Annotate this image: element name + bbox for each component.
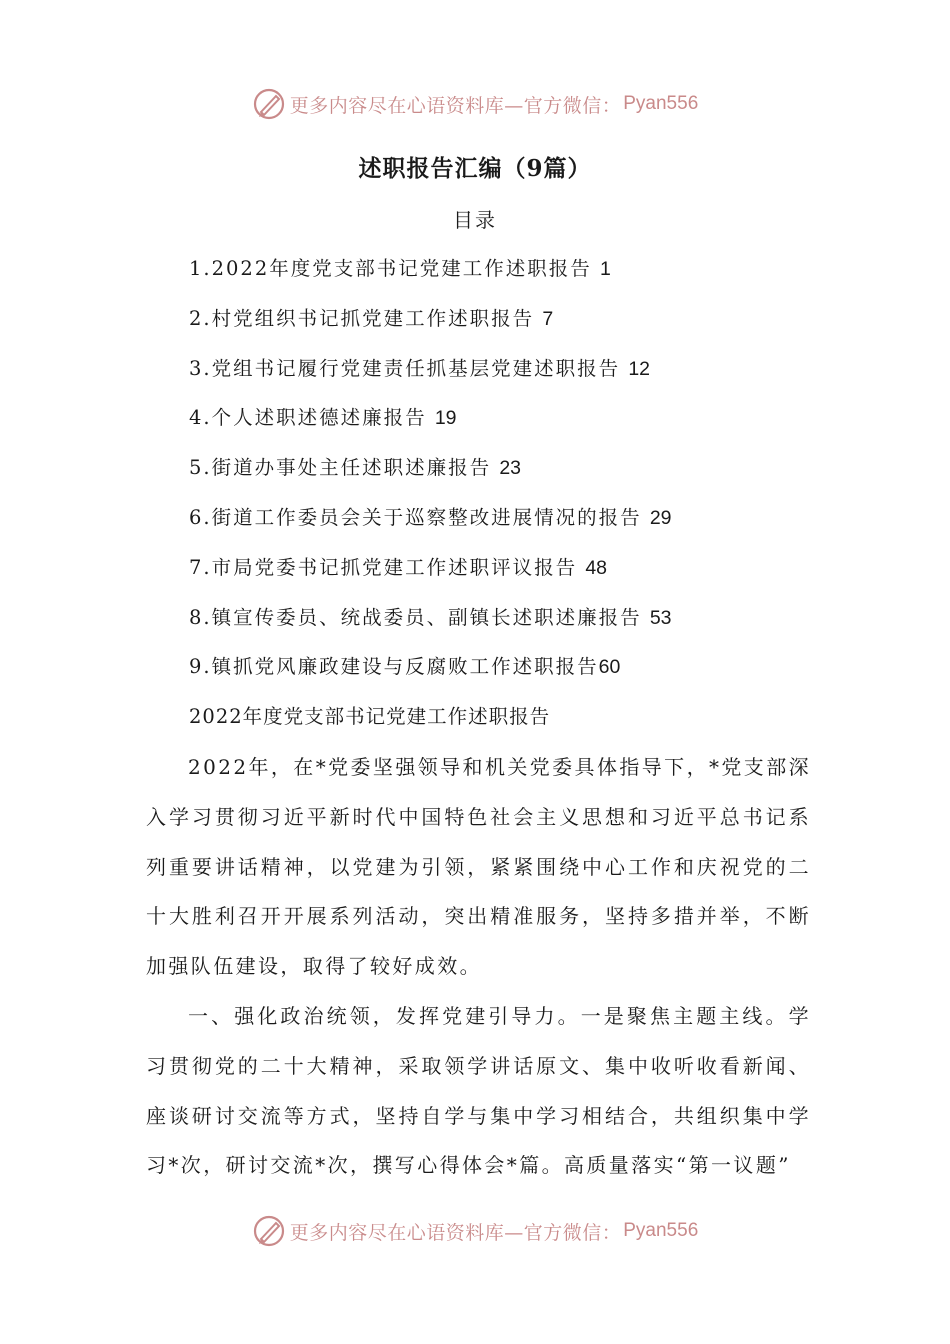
watermark-footer [0,1211,950,1251]
toc-item [189,399,672,449]
watermark-wechat-id: Pyan556 [623,1220,699,1241]
toc-item [189,648,672,698]
pen-logo-icon [252,1214,286,1248]
toc-item [189,300,672,350]
document-title: 述职报告汇编（9篇） [358,155,592,182]
toc-item-label: 4.个人述职述德述廉报告 [189,406,427,430]
toc-item [189,599,672,649]
watermark-text: 更多内容尽在心语资料库—官方微信： [289,94,622,117]
watermark-text: 更多内容尽在心语资料库—官方微信： [289,1221,622,1244]
toc-item [189,449,672,499]
watermark-wechat-id: Pyan556 [623,93,699,114]
toc-item-page: 23 [499,457,522,480]
toc-item-page: 29 [649,506,672,529]
body-paragraph: 一、强化政治统领，发挥党建引导力。一是聚焦主题主线。学习贯彻党的二十大精神，采取领学讲话原文、集中收听收看新闻、座谈研讨交流等方式，坚持自学与集中学习相结合，共组织集中学习*次，研讨交流*次，撰写心得体会*篇。高质量落实“第一议题” [146,1004,811,1178]
toc-item-label: 7.市局党委书记抓党建工作述职评议报告 [189,555,578,579]
toc-item [189,250,672,300]
toc-item [189,350,672,400]
toc-heading: 目录 [453,208,497,232]
toc-item-page: 53 [649,606,672,629]
toc-item-page: 12 [628,357,651,380]
toc-item-label: 2.村党组织书记抓党建工作述职报告 [189,306,535,330]
toc-item-label: 6.街道工作委员会关于巡察整改进展情况的报告 [189,505,642,529]
table-of-contents [189,250,672,698]
toc-item-page: 48 [585,556,608,579]
toc-item-label: 9.镇抓党风廉政建设与反腐败工作述职报告 [189,655,599,679]
watermark-header [0,84,950,124]
toc-item [189,499,672,549]
toc-item-page: 60 [598,656,621,679]
toc-item-page: 7 [542,307,554,330]
toc-item-label: 3.党组书记履行党建责任抓基层党建述职报告 [189,356,621,380]
toc-item-page: 19 [434,407,457,430]
toc-item-label: 1.2022年度党支部书记党建工作述职报告 [189,257,592,280]
toc-item-label: 8.镇宣传委员、统战委员、副镇长述职述廉报告 [189,605,642,629]
toc-item-label: 5.街道办事处主任述职述廉报告 [189,456,492,480]
body-paragraph: 2022年，在*党委坚强领导和机关党委具体指导下，*党支部深入学习贯彻习近平新时代中国特色社会主义思想和习近平总书记系列重要讲话精神，以党建为引领，紧紧围绕中心工作和庆祝党的二十大胜利召开开展系列活动，突出精准服务，坚持多措并举，不断加强队伍建设，取得了较好成效。 [146,755,811,979]
toc-item [189,549,672,599]
section-title: 2022年度党支部书记党建工作述职报告 [189,705,551,728]
pen-logo-icon [252,87,286,121]
toc-item-page: 1 [599,258,611,280]
